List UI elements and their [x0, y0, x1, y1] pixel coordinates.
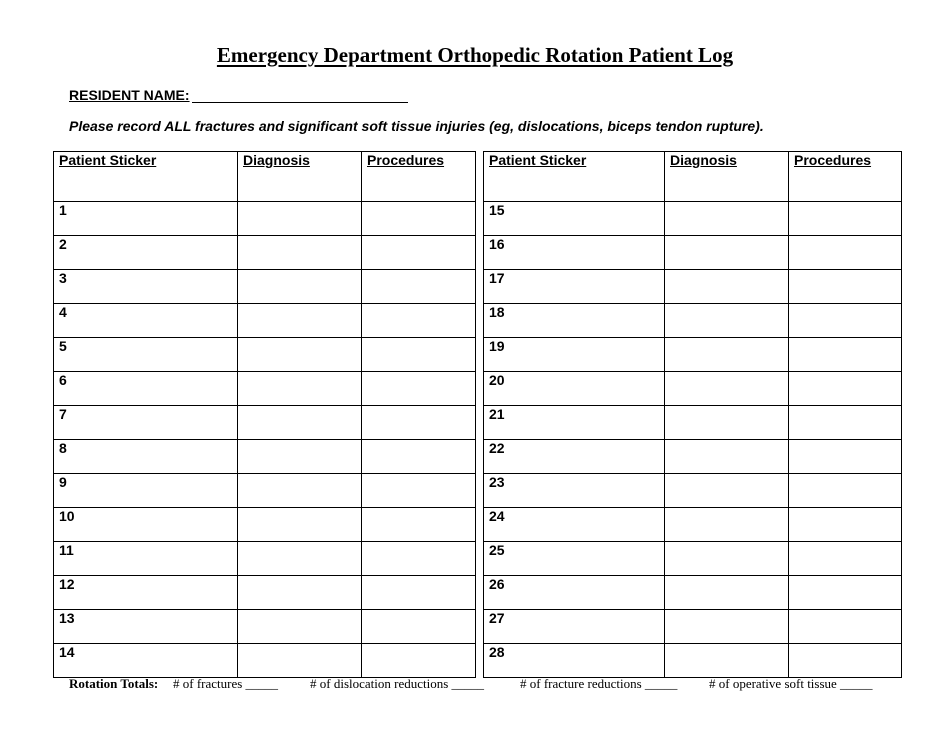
procedures-cell[interactable]	[789, 202, 902, 236]
procedures-cell[interactable]	[362, 236, 476, 270]
table-row	[54, 202, 476, 236]
table-row	[54, 270, 476, 304]
diagnosis-cell[interactable]	[665, 202, 789, 236]
row-number: 5	[59, 338, 67, 354]
patient-sticker-cell[interactable]	[484, 270, 665, 304]
table-row	[54, 440, 476, 474]
row-number: 19	[489, 338, 505, 354]
procedures-cell[interactable]	[362, 372, 476, 406]
table-row	[484, 270, 902, 304]
row-number: 27	[489, 610, 505, 626]
table-row	[484, 440, 902, 474]
table-row	[484, 576, 902, 610]
procedures-cell[interactable]	[362, 338, 476, 372]
patient-sticker-cell[interactable]	[54, 406, 238, 440]
resident-name-field[interactable]	[69, 85, 408, 103]
row-number: 23	[489, 474, 505, 490]
patient-sticker-cell[interactable]	[484, 236, 665, 270]
procedures-cell[interactable]	[789, 474, 902, 508]
table-row	[484, 406, 902, 440]
procedures-cell[interactable]	[362, 644, 476, 678]
diagnosis-cell[interactable]	[238, 576, 362, 610]
diagnosis-cell[interactable]	[238, 202, 362, 236]
patient-log-table-right	[483, 151, 902, 678]
row-number: 1	[59, 202, 67, 218]
patient-sticker-cell[interactable]	[54, 474, 238, 508]
header-procedures: Procedures	[362, 152, 476, 202]
row-number: 22	[489, 440, 505, 456]
table-row	[54, 474, 476, 508]
row-number: 21	[489, 406, 505, 422]
procedures-cell[interactable]	[789, 304, 902, 338]
patient-sticker-cell[interactable]	[54, 508, 238, 542]
table-row	[54, 508, 476, 542]
patient-sticker-cell[interactable]	[54, 542, 238, 576]
procedures-cell[interactable]	[789, 508, 902, 542]
diagnosis-cell[interactable]	[665, 576, 789, 610]
diagnosis-cell[interactable]	[238, 508, 362, 542]
header-row	[484, 152, 902, 202]
procedures-cell[interactable]	[789, 440, 902, 474]
diagnosis-cell[interactable]	[665, 542, 789, 576]
resident-name-blank[interactable]	[192, 88, 408, 103]
row-number: 17	[489, 270, 505, 286]
diagnosis-cell[interactable]	[665, 270, 789, 304]
instructions-text: Please record ALL fractures and significant soft tissue injuries (eg, dislocations, biceps tendon rupture).	[69, 118, 764, 134]
diagnosis-cell[interactable]	[665, 508, 789, 542]
procedures-cell[interactable]	[362, 542, 476, 576]
operative-soft-tissue-field[interactable]: # of operative soft tissue _____	[709, 676, 873, 691]
patient-sticker-cell[interactable]	[484, 508, 665, 542]
row-number: 20	[489, 372, 505, 388]
diagnosis-cell[interactable]	[665, 610, 789, 644]
diagnosis-cell[interactable]	[665, 406, 789, 440]
patient-sticker-cell[interactable]	[484, 202, 665, 236]
row-number: 15	[489, 202, 505, 218]
procedures-cell[interactable]	[362, 270, 476, 304]
diagnosis-cell[interactable]	[665, 338, 789, 372]
patient-sticker-cell[interactable]	[54, 236, 238, 270]
row-number: 11	[59, 542, 74, 558]
table-row	[484, 372, 902, 406]
table-row	[484, 542, 902, 576]
row-number: 10	[59, 508, 75, 524]
procedures-cell[interactable]	[362, 304, 476, 338]
dislocation-reductions-field[interactable]: # of dislocation reductions _____	[310, 676, 485, 691]
row-number: 26	[489, 576, 505, 592]
table-row	[484, 474, 902, 508]
patient-sticker-cell[interactable]	[484, 304, 665, 338]
patient-sticker-cell[interactable]	[54, 338, 238, 372]
table-row	[484, 236, 902, 270]
row-number: 7	[59, 406, 67, 422]
patient-sticker-cell[interactable]	[484, 372, 665, 406]
table-row	[484, 338, 902, 372]
header-row	[54, 152, 476, 202]
header-diagnosis: Diagnosis	[665, 152, 789, 202]
procedures-cell[interactable]	[789, 610, 902, 644]
row-number: 14	[59, 644, 75, 660]
left-rows	[54, 202, 476, 678]
diagnosis-cell[interactable]	[665, 304, 789, 338]
row-number: 25	[489, 542, 505, 558]
procedures-cell[interactable]	[362, 610, 476, 644]
diagnosis-cell[interactable]	[665, 372, 789, 406]
header-procedures: Procedures	[789, 152, 902, 202]
procedures-cell[interactable]	[789, 542, 902, 576]
diagnosis-cell[interactable]	[665, 644, 789, 678]
row-number: 6	[59, 372, 67, 388]
procedures-cell[interactable]	[789, 372, 902, 406]
table-row	[54, 406, 476, 440]
procedures-cell[interactable]	[789, 644, 902, 678]
diagnosis-cell[interactable]	[238, 338, 362, 372]
table-row	[54, 338, 476, 372]
row-number: 9	[59, 474, 67, 490]
procedures-cell[interactable]	[362, 474, 476, 508]
diagnosis-cell[interactable]	[665, 236, 789, 270]
procedures-cell[interactable]	[789, 406, 902, 440]
row-number: 24	[489, 508, 505, 524]
table-row	[484, 644, 902, 678]
patient-sticker-cell[interactable]	[484, 440, 665, 474]
patient-sticker-cell[interactable]	[54, 372, 238, 406]
patient-sticker-cell[interactable]	[54, 202, 238, 236]
procedures-cell[interactable]	[362, 576, 476, 610]
header-patient-sticker: Patient Sticker	[54, 152, 238, 202]
patient-sticker-cell[interactable]	[54, 440, 238, 474]
diagnosis-cell[interactable]	[665, 474, 789, 508]
table-row	[484, 610, 902, 644]
diagnosis-cell[interactable]	[238, 372, 362, 406]
header-patient-sticker: Patient Sticker	[484, 152, 665, 202]
diagnosis-cell[interactable]	[238, 542, 362, 576]
header-diagnosis: Diagnosis	[238, 152, 362, 202]
patient-sticker-cell[interactable]	[484, 474, 665, 508]
table-row	[54, 576, 476, 610]
diagnosis-cell[interactable]	[238, 406, 362, 440]
row-number: 8	[59, 440, 67, 456]
procedures-cell[interactable]	[362, 508, 476, 542]
row-number: 4	[59, 304, 67, 320]
diagnosis-cell[interactable]	[238, 644, 362, 678]
table-row	[484, 304, 902, 338]
table-row	[54, 304, 476, 338]
row-number: 16	[489, 236, 505, 252]
patient-sticker-cell[interactable]	[484, 644, 665, 678]
patient-sticker-cell[interactable]	[484, 542, 665, 576]
patient-sticker-cell[interactable]	[54, 610, 238, 644]
procedures-cell[interactable]	[789, 270, 902, 304]
diagnosis-cell[interactable]	[238, 270, 362, 304]
diagnosis-cell[interactable]	[238, 440, 362, 474]
table-row	[54, 542, 476, 576]
table-row	[484, 202, 902, 236]
table-row	[484, 508, 902, 542]
procedures-cell[interactable]	[789, 236, 902, 270]
procedures-cell[interactable]	[789, 338, 902, 372]
patient-sticker-cell[interactable]	[54, 304, 238, 338]
right-rows	[484, 202, 902, 678]
procedures-cell[interactable]	[362, 202, 476, 236]
rotation-totals-label: Rotation Totals:	[69, 676, 159, 691]
procedures-cell[interactable]	[789, 576, 902, 610]
patient-sticker-cell[interactable]	[54, 270, 238, 304]
row-number: 3	[59, 270, 67, 286]
patient-log-table-left	[53, 151, 476, 678]
table-row	[54, 610, 476, 644]
row-number: 13	[59, 610, 75, 626]
row-number: 18	[489, 304, 505, 320]
table-row	[54, 644, 476, 678]
row-number: 12	[59, 576, 75, 592]
diagnosis-cell[interactable]	[238, 304, 362, 338]
procedures-cell[interactable]	[362, 406, 476, 440]
page-title: Emergency Department Orthopedic Rotation Patient Log	[216, 43, 734, 67]
patient-sticker-cell[interactable]	[54, 644, 238, 678]
diagnosis-cell[interactable]	[238, 236, 362, 270]
row-number: 2	[59, 236, 67, 252]
fractures-count-field[interactable]: # of fractures _____	[173, 676, 279, 691]
patient-sticker-cell[interactable]	[484, 406, 665, 440]
patient-sticker-cell[interactable]	[484, 338, 665, 372]
table-row	[54, 372, 476, 406]
diagnosis-cell[interactable]	[665, 440, 789, 474]
resident-name-label: RESIDENT NAME:	[69, 87, 190, 103]
patient-sticker-cell[interactable]	[484, 576, 665, 610]
fracture-reductions-field[interactable]: # of fracture reductions _____	[520, 676, 678, 691]
procedures-cell[interactable]	[362, 440, 476, 474]
row-number: 28	[489, 644, 505, 660]
patient-sticker-cell[interactable]	[54, 576, 238, 610]
table-row	[54, 236, 476, 270]
diagnosis-cell[interactable]	[238, 610, 362, 644]
patient-sticker-cell[interactable]	[484, 610, 665, 644]
diagnosis-cell[interactable]	[238, 474, 362, 508]
